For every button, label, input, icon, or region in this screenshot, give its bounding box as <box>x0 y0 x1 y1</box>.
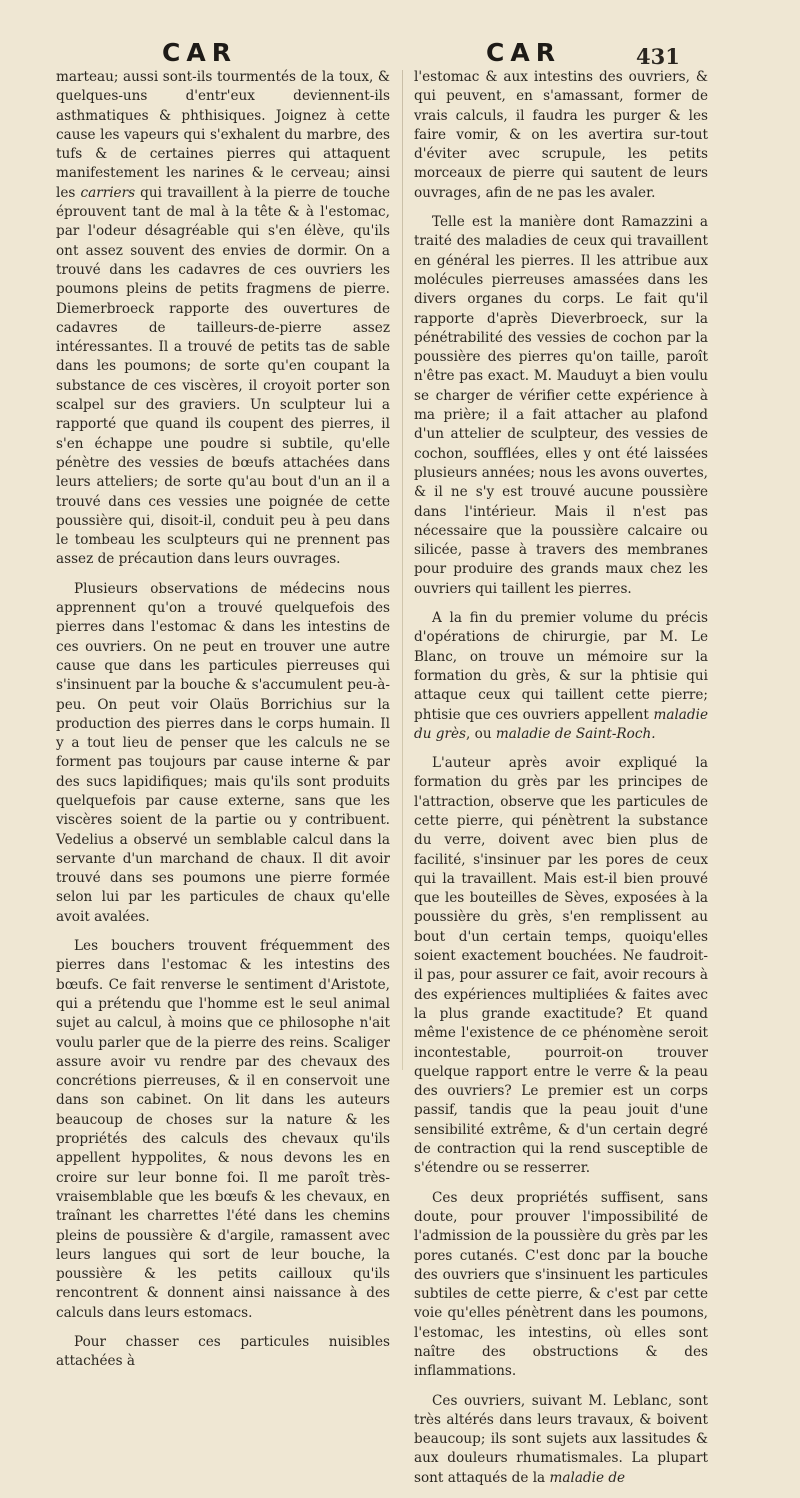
right-p6-text: Ces ouvriers, suivant M. Leblanc, sont très altérés dans leurs travaux, & boivent beaucoup; ils sont sujets aux lassitudes & aux douleurs rhumatismales. La plupart sont attaqués de la <box>414 1392 708 1486</box>
right-running-head: CAR <box>486 38 561 67</box>
left-p1-tail: qui travaillent à la pierre de touche éprouvent tant de mal à la tête & à l'estomac, par l'odeur désagréable qui s'en élève, qu'ils ont assez souvent des envies de dormir. On a trouvé dans les cadavres de ces ouvriers les poumons pleins de petits fragmens de pierre. Diemerbroeck rapporte des ouvertures de cadavres de tailleurs-de-pierre assez intéressantes. Il a trouvé de petits tas de sable dans les poumons; de sorte qu'en coupant la substance de ces viscères, il croyoit porter son scalpel sur des graviers. Un sculpteur lui a rapporté que quand ils coupent des pierres, il s'en échappe une poudre si subtile, qu'elle pénètre des vessies de bœufs attachées dans leurs atteliers; de sorte qu'au bout d'un an il a trouvé dans ces vessies une poignée de cette poussière qui, disoit-il, conduit peu à peu dans le tombeau les sculpteurs qui ne prennent pas assez de précaution dans leurs ouvrages. <box>56 184 390 568</box>
right-paragraph-4: L'auteur après avoir expliqué la formation du grès par les principes de l'attraction, observe que les particules de cette pierre, qui pénètrent la substance du verre, doivent avec bien plus de facilité, s'insinuer par les pores de ceux qui la travaillent. Mais est-il bien prouvé que les bouteilles de Sèves, exposées à la poussière du grès, s'en remplissent au bout d'un certain temps, quoiqu'elles soient exactement bouchées. Ne faudroit-il pas, pour assurer ce fait, avoir recours à des expériences multipliées & faites avec la plus grande exactitude? Et quand même l'existence de ce phénomène seroit incontestable, pourroit-on trouver quelque rapport entre le verre & la peau des ouvriers? Le premier est un corps passif, tandis que la peau jouit d'une sensibilité extrême, & d'un certain degré de contraction qui la rend susceptible de s'étendre ou se resserrer. <box>414 755 708 1177</box>
right-p3-italic-2: maladie de Saint-Roch. <box>495 725 656 742</box>
right-paragraph-1: l'estomac & aux intestins des ouvriers, & qui peuvent, en s'amassant, former de vrais calculs, il faudra les purger & les faire vomir, & on les avertira sur-tout d'éviter avec scrupule, les petits morceaux de pierre qui sautent de leurs ouvrages, afin de ne pas les avaler. <box>414 69 708 201</box>
left-p1-italic: carriers <box>80 184 136 201</box>
left-paragraph-1 <box>56 68 390 570</box>
right-column <box>414 68 708 1498</box>
right-p3-mid: , ou <box>466 725 496 742</box>
right-paragraph-6 <box>414 1392 708 1488</box>
right-p6-italic: maladie de <box>549 1469 626 1486</box>
left-p1-text: marteau; aussi sont-ils tourmentés de la toux, & quelques-uns d'entr'eux deviennent-ils asthmatiques & phthisiques. Joignez à cette cause les vapeurs qui s'exhalent du marbre, des tufs & de certaines pierres qui attaquent manifestement les narines & le cerveau; ainsi les <box>56 69 390 201</box>
left-paragraph-2: Plusieurs observations de médecins nous apprennent qu'on a trouvé quelquefois des pierres dans l'estomac & dans les intestins de ces ouvriers. On ne peut en trouver une autre cause que dans les particules pierreuses qui s'insinuent par la bouche & s'accumulent peu-à-peu. On peut voir Olaüs Borrichius sur la production des pierres dans le corps humain. Il y a tout lieu de penser que les calculs ne se forment pas toujours par cause interne & par des sucs lapidifiques; mais qu'ils sont produits quelquefois par cause externe, sans que les viscères soient de la partie ou y contribuent. Vedelius a observé un semblable calcul dans la servante d'un marchand de chaux. Il dit avoir trouvé dans ses poumons une pierre formée selon lui par les particules de chaux qu'elle avoit avalées. <box>56 580 390 925</box>
column-divider <box>402 70 403 1070</box>
right-paragraph-3 <box>414 609 708 744</box>
left-paragraph-3: Les bouchers trouvent fréquemment des pierres dans l'estomac & les intestins des bœufs. Ce fait renverse le sentiment d'Aristote, qui a prétendu que l'homme est le seul animal sujet au calcul, à moins que ce philosophe n'ait voulu parler que de la pierre des reins. Scaliger assure avoir vu rendre par des chevaux des concrétions pierreuses, & il en conservoit une dans son cabinet. On lit dans les auteurs beaucoup de choses sur la nature & les propriétés des calculs des chevaux qu'ils appellent hyppolites, & nous devons les en croire sur leur bonne foi. Il me paroît très-vraisemblable que les bœufs & les chevaux, en traînant les charrettes l'été dans les chemins pleins de poussière & d'argile, ramassent avec leurs langues qui sort de leur bouche, la poussière & les petits cailloux qu'ils rencontrent & donnent ainsi naissance à des calculs dans leurs estomacs. <box>56 938 390 1321</box>
left-running-head: CAR <box>162 38 237 67</box>
page-number: 431 <box>636 44 680 69</box>
left-paragraph-4: Pour chasser ces particules nuisibles attachées à <box>56 1334 390 1370</box>
page-header <box>0 38 800 72</box>
right-p3-text: A la fin du premier volume du précis d'opérations de chirurgie, par M. Le Blanc, on trouve un mémoire sur la formation du grès, & sur la phtisie qui attaque ceux qui taillent cette pierre; phtisie que ces ouvriers appellent <box>414 610 708 723</box>
right-paragraph-5: Ces deux propriétés suffisent, sans doute, pour prouver l'impossibilité de l'admission de la poussière du grès par les pores cutanés. C'est donc par la bouche des ouvriers que s'insinuent les particules subtiles de cette pierre, & c'est par cette voie qu'elles pénètrent dans les poumons, l'estomac, les intestins, où elles sont naître des obstructions & des inflammations. <box>414 1189 708 1380</box>
right-paragraph-2: Telle est la manière dont Ramazzini a traité des maladies de ceux qui travaillent en général les pierres. Il les attribue aux molécules pierreuses amassées dans les divers organes du corps. Le fait qu'il rapporte d'après Dieverbroeck, sur la pénétrabilité des vessies de cochon par la poussière des pierres qu'on taille, paroît n'être pas exact. M. Mauduyt a bien voulu se charger de vérifier cette expérience à ma prière; il a fait attacher au plafond d'un attelier de sculpteur, des vessies de cochon, soufflées, elles y ont été laissées plusieurs années; nous les avons ouvertes, & il ne s'y est trouvé aucune poussière dans l'intérieur. Mais il n'est pas nécessaire que la poussière calcaire ou silicée, passe à travers des membranes pour produire des grands maux chez les ouvriers qui taillent les pierres. <box>414 214 708 597</box>
right-p3-italic-1: maladie du grès <box>414 706 708 742</box>
left-column <box>56 68 390 1382</box>
